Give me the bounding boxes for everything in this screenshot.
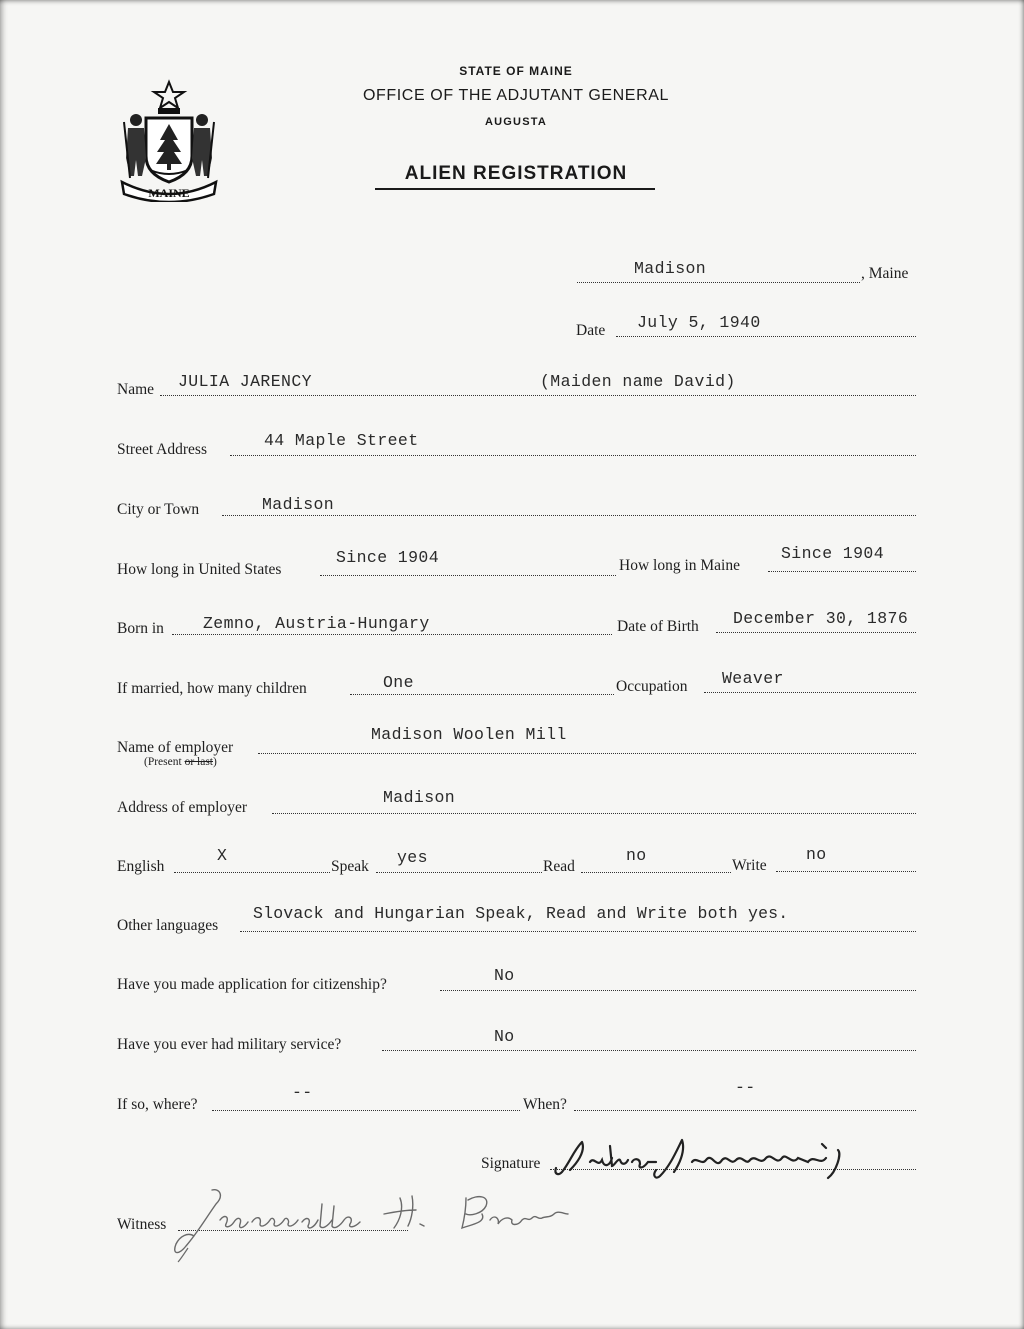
city-line [222,515,916,516]
other-languages-value[interactable]: Slovack and Hungarian Speak, Read and Write both yes. [253,904,789,923]
english-label: English [117,858,165,875]
speak-value[interactable]: yes [397,848,428,867]
english-value[interactable]: X [217,846,228,865]
write-label: Write [732,857,767,874]
when-label: When? [523,1096,567,1113]
employer-line [258,753,916,754]
military-value[interactable]: No [494,1027,515,1046]
header-city: AUGUSTA [485,116,547,128]
born-in-label: Born in [117,620,164,637]
date-label: Date [576,322,606,339]
read-line [581,872,731,873]
witness-signature-handwritten [168,1184,608,1264]
write-value[interactable]: no [806,845,827,864]
children-label: If married, how many children [117,680,307,697]
speak-label: Speak [331,858,369,875]
citizenship-value[interactable]: No [494,966,515,985]
english-line [174,872,330,873]
write-line [776,871,916,872]
read-label: Read [543,858,575,875]
citizenship-label: Have you made application for citizenship? [117,976,387,993]
how-long-us-value[interactable]: Since 1904 [336,548,440,567]
occupation-label: Occupation [616,678,688,695]
where-line [212,1110,520,1111]
form-title: ALIEN REGISTRATION [404,163,628,184]
other-languages-label: Other languages [117,917,219,934]
date-line [616,336,916,337]
employer-address-label: Address of employer [117,799,247,816]
signature-handwritten [552,1132,872,1182]
witness-label: Witness [117,1216,167,1233]
signature-label: Signature [481,1155,541,1172]
when-value[interactable]: -- [735,1078,756,1097]
how-long-maine-value[interactable]: Since 1904 [781,544,885,563]
dob-line [716,632,916,633]
employer-address-line [272,813,916,814]
name-line [160,395,916,396]
maiden-name-value[interactable]: (Maiden name David) [540,372,736,391]
dob-label: Date of Birth [617,618,699,635]
other-languages-line [240,931,916,932]
employer-address-value[interactable]: Madison [383,788,456,807]
how-long-maine-line [768,571,916,572]
military-line [382,1050,916,1051]
place-line [577,282,860,283]
where-label: If so, where? [117,1096,198,1113]
street-label: Street Address [117,441,207,458]
name-value[interactable]: JULIA JARENCY [178,372,312,391]
read-value[interactable]: no [626,846,647,865]
place-suffix: , Maine [861,265,909,282]
employer-sublabel: (Present or last) [144,756,217,768]
street-value[interactable]: 44 Maple Street [264,431,419,450]
born-in-line [172,634,612,635]
children-line [350,694,614,695]
born-in-value[interactable]: Zemno, Austria-Hungary [203,614,430,633]
employer-value[interactable]: Madison Woolen Mill [371,725,567,744]
dob-value[interactable]: December 30, 1876 [733,609,909,628]
how-long-maine-label: How long in Maine [619,557,740,574]
place-value[interactable]: Madison [634,259,707,278]
street-line [230,455,916,456]
how-long-us-line [320,575,616,576]
speak-line [376,872,542,873]
name-label: Name [117,381,155,398]
header-state: STATE OF MAINE [459,64,573,78]
svg-text:MAINE: MAINE [148,186,190,200]
children-value[interactable]: One [383,673,414,692]
citizenship-line [440,990,916,991]
where-value[interactable]: -- [292,1083,313,1102]
city-label: City or Town [117,501,200,518]
occupation-value[interactable]: Weaver [722,669,784,688]
city-value[interactable]: Madison [262,495,335,514]
title-underline [375,188,655,190]
header-office: OFFICE OF THE ADJUTANT GENERAL [362,87,670,104]
occupation-line [704,692,916,693]
employer-label: Name of employer [117,739,234,756]
how-long-us-label: How long in United States [117,561,282,578]
when-line [574,1110,916,1111]
military-label: Have you ever had military service? [117,1036,342,1053]
date-value[interactable]: July 5, 1940 [637,313,761,332]
